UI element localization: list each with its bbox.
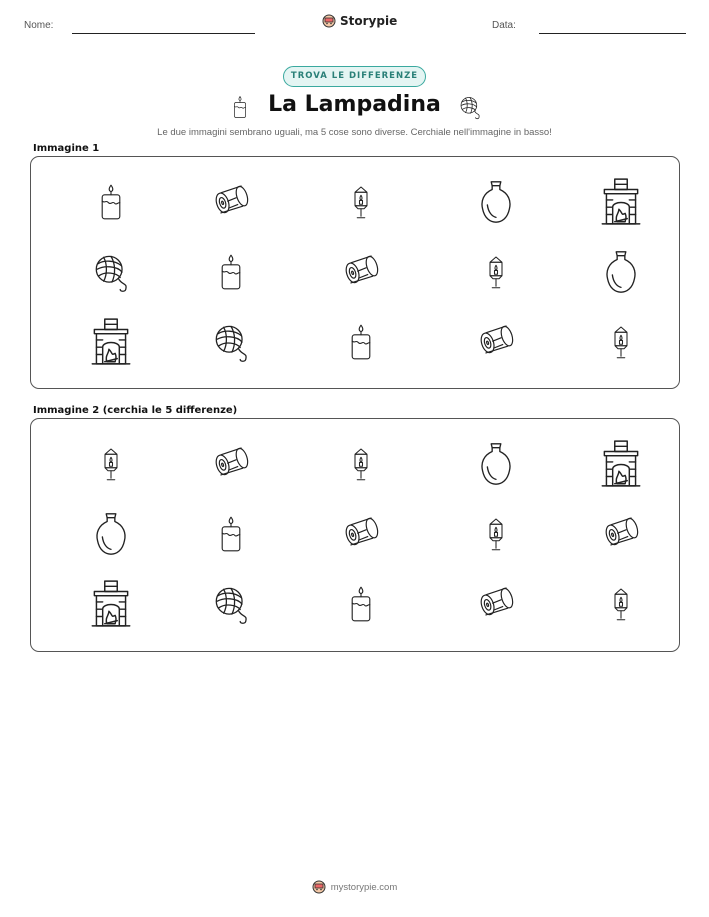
yarn-ball-icon: [208, 581, 254, 627]
candle-icon: [215, 248, 247, 296]
image2-cell-r1-c1[interactable]: [76, 434, 146, 494]
date-field-line[interactable]: [539, 33, 686, 34]
image2-cell-r2-c2[interactable]: [196, 504, 266, 564]
fireplace-icon: [599, 176, 643, 228]
log-icon: [338, 513, 384, 555]
image2-label: Immagine 2 (cerchia le 5 differenze): [33, 405, 238, 416]
lantern-icon: [346, 438, 376, 490]
page-title: La Lampadina: [268, 92, 441, 117]
lantern-icon: [606, 578, 636, 630]
log-icon: [208, 443, 254, 485]
vase-icon: [91, 510, 131, 558]
image2-cell-r2-c5[interactable]: [586, 504, 656, 564]
log-icon: [208, 181, 254, 223]
candle-icon: [345, 580, 377, 628]
yarn-ball-icon: [456, 93, 484, 121]
image1-cell-r1-c5: [586, 172, 656, 232]
log-icon: [338, 251, 384, 293]
vase-icon: [476, 440, 516, 488]
activity-badge: TROVA LE DIFFERENZE: [283, 66, 426, 87]
name-label: Nome:: [24, 20, 54, 31]
candle-icon: [95, 178, 127, 226]
fireplace-icon: [89, 316, 133, 368]
instructions: Le due immagini sembrano uguali, ma 5 cose sono diverse. Cerchiale nell'immagine in basso!: [157, 127, 552, 138]
brand-name: Storypie: [340, 14, 398, 28]
image2-cell-r2-c3[interactable]: [326, 504, 396, 564]
image1-cell-r3-c4: [461, 312, 531, 372]
footer: [0, 880, 709, 894]
image1-cell-r3-c1: [76, 312, 146, 372]
image2-cell-r1-c3[interactable]: [326, 434, 396, 494]
candle-icon: [215, 510, 247, 558]
image2-cell-r1-c4[interactable]: [461, 434, 531, 494]
image1-cell-r1-c2: [196, 172, 266, 232]
lantern-icon: [96, 438, 126, 490]
yarn-ball-icon: [208, 319, 254, 365]
footer-url: mystorypie.com: [330, 881, 398, 893]
image2-cell-r2-c1[interactable]: [76, 504, 146, 564]
lantern-icon: [481, 508, 511, 560]
image1-label: Immagine 1: [33, 143, 100, 154]
image2-cell-r3-c5[interactable]: [586, 574, 656, 634]
lantern-icon: [606, 316, 636, 368]
image2-cell-r3-c1[interactable]: [76, 574, 146, 634]
fireplace-icon: [599, 438, 643, 490]
name-field-line[interactable]: [72, 33, 255, 34]
image2-cell-r2-c4[interactable]: [461, 504, 531, 564]
candle-icon: [345, 318, 377, 366]
image1-cell-r1-c3: [326, 172, 396, 232]
image2-cell-r3-c4[interactable]: [461, 574, 531, 634]
image1-cell-r2-c2: [196, 242, 266, 302]
image1-cell-r1-c1: [76, 172, 146, 232]
image2-cell-r3-c3[interactable]: [326, 574, 396, 634]
storypie-logo: [322, 14, 397, 28]
log-icon: [598, 513, 644, 555]
vase-icon: [601, 248, 641, 296]
lantern-icon: [346, 176, 376, 228]
image2-panel[interactable]: [30, 418, 680, 652]
log-icon: [473, 321, 519, 363]
storypie-mascot-icon: [322, 14, 336, 28]
image1-cell-r3-c5: [586, 312, 656, 372]
image2-cell-r3-c2[interactable]: [196, 574, 266, 634]
date-label: Data:: [492, 20, 516, 31]
storypie-mascot-icon: [312, 880, 326, 894]
image2-cell-r1-c5[interactable]: [586, 434, 656, 494]
image1-cell-r2-c1: [76, 242, 146, 302]
fireplace-icon: [89, 578, 133, 630]
log-icon: [473, 583, 519, 625]
lantern-icon: [481, 246, 511, 298]
image2-cell-r1-c2[interactable]: [196, 434, 266, 494]
image1-cell-r1-c4: [461, 172, 531, 232]
image1-cell-r3-c3: [326, 312, 396, 372]
image1-cell-r2-c5: [586, 242, 656, 302]
yarn-ball-icon: [88, 249, 134, 295]
image1-cell-r2-c4: [461, 242, 531, 302]
image1-cell-r3-c2: [196, 312, 266, 372]
image1-cell-r2-c3: [326, 242, 396, 302]
image1-panel: [30, 156, 680, 389]
vase-icon: [476, 178, 516, 226]
